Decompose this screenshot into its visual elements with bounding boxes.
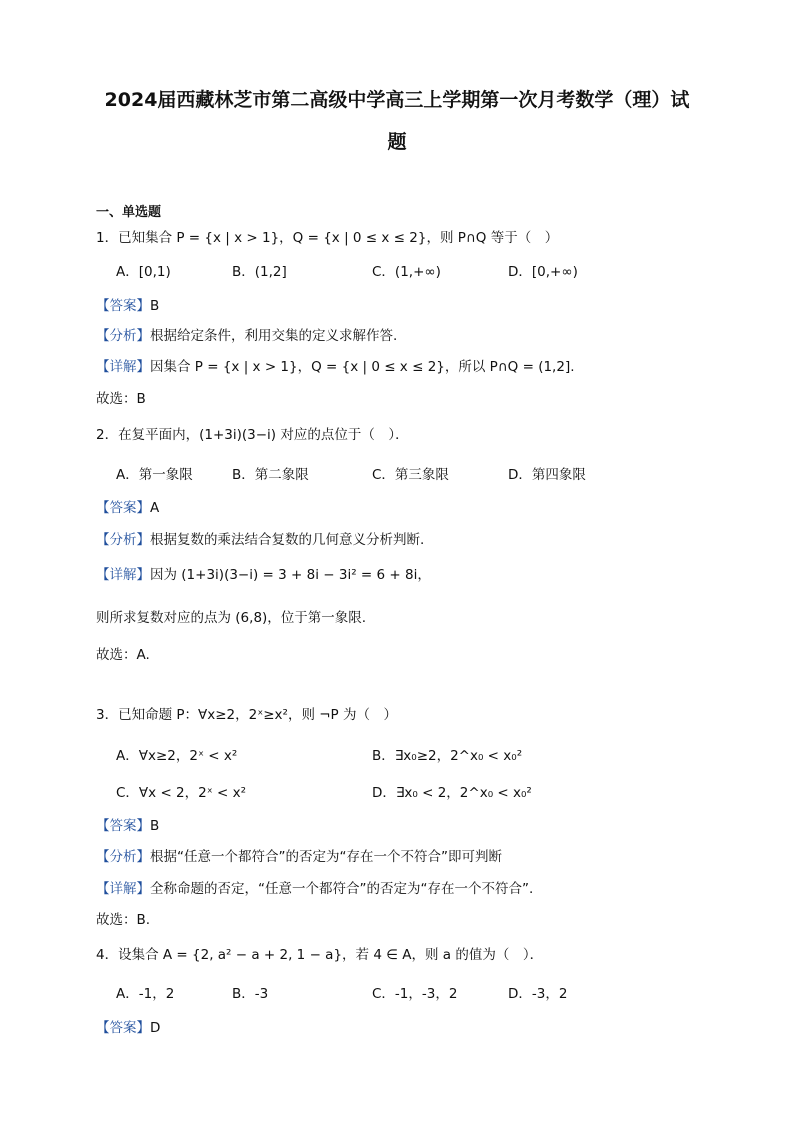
answer-tag: 【答案】 <box>96 1020 150 1036</box>
q3-detail-text: 全称命题的否定，“任意一个都符合”的否定为“存在一个不符合”. <box>150 881 534 897</box>
q1-choice: 故选：B <box>96 391 146 407</box>
q1-detail-text: 因集合 P = {x | x > 1}，Q = {x | 0 ≤ x ≤ 2}，所以 P∩Q = (1,2]. <box>150 359 575 375</box>
q2-option-d: D．第四象限 <box>508 467 586 483</box>
analysis-tag: 【分析】 <box>96 328 150 344</box>
q4-option-d: D．-3，2 <box>508 986 568 1002</box>
section-heading: 一、单选题 <box>96 205 162 220</box>
q1-analysis <box>96 326 397 346</box>
q2-answer-value: A <box>150 500 160 516</box>
q2-answer <box>96 498 159 518</box>
q1-analysis-text: 根据给定条件，利用交集的定义求解作答. <box>150 328 398 344</box>
q3-analysis <box>96 847 502 867</box>
q2-option-a: A．第一象限 <box>116 467 193 483</box>
answer-tag: 【答案】 <box>96 298 150 314</box>
q1-detail <box>96 357 575 377</box>
q4-option-b: B．-3 <box>232 986 269 1002</box>
q2-option-c: C．第三象限 <box>372 467 449 483</box>
document-title-line1: 2024届西藏林芝市第二高级中学高三上学期第一次月考数学（理）试 <box>104 89 690 111</box>
document-title-line2: 题 <box>387 131 407 153</box>
detail-tag: 【详解】 <box>96 881 150 897</box>
q2-detail <box>96 565 431 585</box>
q3-stem: 3．已知命题 P：∀x≥2，2ˣ≥x²，则 ¬P 为（ ） <box>96 707 397 723</box>
detail-tag: 【详解】 <box>96 567 150 583</box>
q2-choice: 故选：A. <box>96 647 150 663</box>
answer-tag: 【答案】 <box>96 818 150 834</box>
q3-option-b: B．∃x₀≥2，2^x₀ < x₀² <box>372 748 523 764</box>
q3-option-d: D．∃x₀ < 2，2^x₀ < x₀² <box>372 785 532 801</box>
q2-analysis-text: 根据复数的乘法结合复数的几何意义分析判断. <box>150 532 425 548</box>
answer-tag: 【答案】 <box>96 500 150 516</box>
q1-answer-value: B <box>150 298 160 314</box>
analysis-tag: 【分析】 <box>96 532 150 548</box>
q3-option-c: C．∀x < 2，2ˣ < x² <box>116 785 247 801</box>
q2-stem: 2．在复平面内，(1+3i)(3−i) 对应的点位于（ ）． <box>96 427 409 443</box>
q3-analysis-text: 根据“任意一个都符合”的否定为“存在一个不符合”即可判断 <box>150 849 502 865</box>
q3-answer-value: B <box>150 818 160 834</box>
q1-option-c: C．(1,+∞) <box>372 264 441 280</box>
q4-answer <box>96 1018 160 1038</box>
q1-option-b: B．(1,2] <box>232 264 287 280</box>
q4-option-a: A．-1，2 <box>116 986 175 1002</box>
q1-option-a: A．[0,1) <box>116 264 171 280</box>
q4-answer-value: D <box>150 1020 161 1036</box>
q1-stem: 1．已知集合 P = {x | x > 1}，Q = {x | 0 ≤ x ≤ 2}，则 P∩Q 等于（ ） <box>96 230 559 246</box>
q1-answer <box>96 296 159 316</box>
q4-option-c: C．-1，-3，2 <box>372 986 458 1002</box>
q4-stem: 4．设集合 A = {2, a² − a + 2, 1 − a}，若 4 ∈ A，则 a 的值为（ ）． <box>96 947 544 963</box>
q2-detail-continued: 则所求复数对应的点为 (6,8)，位于第一象限. <box>96 610 367 626</box>
q1-option-d: D．[0,+∞) <box>508 264 578 280</box>
analysis-tag: 【分析】 <box>96 849 150 865</box>
q2-option-b: B．第二象限 <box>232 467 309 483</box>
q3-choice: 故选：B. <box>96 912 151 928</box>
q3-answer <box>96 816 159 836</box>
q2-analysis <box>96 530 424 550</box>
q2-detail-text: 因为 (1+3i)(3−i) = 3 + 8i − 3i² = 6 + 8i， <box>150 567 431 583</box>
q3-detail <box>96 879 533 899</box>
q3-option-a: A．∀x≥2，2ˣ < x² <box>116 748 238 764</box>
detail-tag: 【详解】 <box>96 359 150 375</box>
